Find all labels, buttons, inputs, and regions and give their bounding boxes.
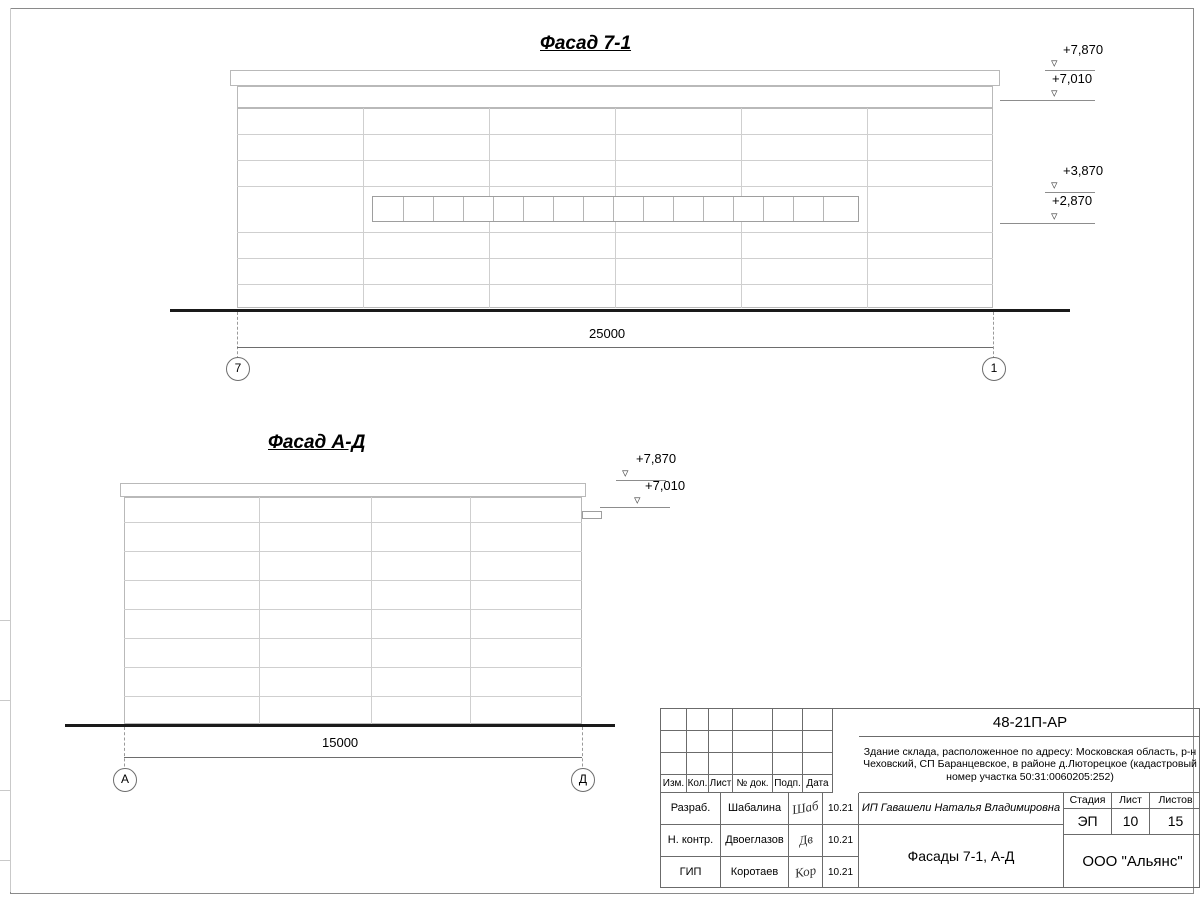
facade2-level-1-mark: ▿: [622, 465, 629, 480]
object-description: [859, 737, 1200, 793]
rev-blank-r3c3: [709, 753, 733, 775]
facade2-joint-h6: [124, 667, 582, 668]
facade1-window-ribbon: [372, 196, 859, 222]
facade1-ground-line: [170, 309, 1070, 312]
sheets-value-text: 15: [1167, 813, 1184, 830]
staff-signature-3: [789, 857, 823, 888]
facade1-level-2: +7,010: [1052, 71, 1093, 86]
sheet-value: [1112, 809, 1150, 835]
rev-blank-r2c2: [687, 731, 709, 753]
rev-blank-r1c3: [709, 709, 733, 731]
facade1-dimension-line: [237, 347, 993, 348]
sheet-name-text: Фасады 7-1, А-Д: [907, 848, 1015, 865]
margin-stub-2: [0, 700, 10, 701]
facade2-wall-outline: [124, 497, 582, 724]
facade2-joint-h4: [124, 609, 582, 610]
facade1-level-4: +2,870: [1052, 193, 1093, 208]
facade1-level-1-mark: ▿: [1051, 55, 1058, 70]
facade2-joint-h1: [124, 522, 582, 523]
facade2-axis-bubble-left: А: [113, 768, 137, 792]
margin-stub-3: [0, 790, 10, 791]
rev-blank-r2c5: [773, 731, 803, 753]
sheets-header: Листов: [1150, 793, 1200, 809]
facade1-joint-v5: [867, 108, 868, 308]
facade2-axis-bubble-right: Д: [571, 768, 595, 792]
facade1-dimension-value: 25000: [589, 326, 626, 341]
facade1-parapet-band: [230, 70, 1000, 86]
facade2-dimension-value: 15000: [322, 735, 359, 750]
facade2-side-element: [582, 511, 602, 519]
facade2-joint-v3: [470, 497, 471, 724]
sheets-value: [1150, 809, 1200, 835]
rev-blank-r1c2: [687, 709, 709, 731]
facade2-joint-v2: [371, 497, 372, 724]
facade2-joint-h7: [124, 696, 582, 697]
staff-name-3: Коротаев: [721, 857, 789, 888]
staff-date-1: 10.21: [823, 793, 859, 825]
rev-blank-r3c2: [687, 753, 709, 775]
rev-blank-r1c6: [803, 709, 833, 731]
facade1-axis-bubble-right: 1: [982, 357, 1006, 381]
document-code: [859, 709, 1200, 737]
rev-blank-r3c5: [773, 753, 803, 775]
facade1-joint-v1: [363, 108, 364, 308]
signature-glyph-3: Кор: [793, 862, 818, 881]
margin-stub-4: [0, 860, 10, 861]
facade1-level-1: +7,870: [1063, 42, 1104, 57]
sheet-header: Лист: [1112, 793, 1150, 809]
object-description-text: Здание склада, расположенное по адресу: Московская область, р-н Чеховский, СП Баранцевское, в районе д.Люторецкое (кадастровый номер участка 50:31:0060205:252): [863, 746, 1197, 783]
rev-blank-r2c4: [733, 731, 773, 753]
rev-blank-r1c1: [661, 709, 687, 731]
facade1-level-3: +3,870: [1063, 163, 1104, 178]
signature-glyph-1: Шаб: [790, 797, 820, 818]
facade2-joint-v1: [259, 497, 260, 724]
company-cell: [1064, 835, 1200, 888]
facade2-level-2: +7,010: [645, 478, 686, 493]
staff-name-2: Двоеглазов: [721, 825, 789, 857]
facade1-level-3-mark: ▿: [1051, 177, 1058, 192]
rev-blank-r2c6: [803, 731, 833, 753]
document-code-text: 48-21П-АР: [992, 713, 1068, 731]
signature-glyph-2: Дв: [797, 830, 814, 849]
facade2-joint-h5: [124, 638, 582, 639]
facade1-level-4-line: [1000, 223, 1095, 224]
rev-blank-r2c3: [709, 731, 733, 753]
staff-role-2: Н. контр.: [661, 825, 721, 857]
rev-header-data: Дата: [803, 775, 833, 793]
stage-header: Стадия: [1064, 793, 1112, 809]
title-block: [660, 708, 1200, 888]
sheet-name-cell: [859, 825, 1064, 888]
staff-date-2: 10.21: [823, 825, 859, 857]
facade2-parapet-band: [120, 483, 586, 497]
rev-header-podp: Подп.: [773, 775, 803, 793]
staff-role-3: ГИП: [661, 857, 721, 888]
rev-header-list: Лист: [709, 775, 733, 793]
designer-cell: [859, 793, 1064, 825]
facade2-dimension-line: [124, 757, 582, 758]
rev-blank-r1c5: [773, 709, 803, 731]
rev-blank-r3c6: [803, 753, 833, 775]
stage-value: [1064, 809, 1112, 835]
facade1-level-2-mark: ▿: [1051, 85, 1058, 100]
rev-header-izm: Изм.: [661, 775, 687, 793]
designer-text: ИП Гавашели Наталья Владимировна: [861, 802, 1061, 815]
staff-date-3: 10.21: [823, 857, 859, 888]
stage-value-text: ЭП: [1077, 813, 1098, 830]
facade1-axis-bubble-left: 7: [226, 357, 250, 381]
sheet-value-text: 10: [1122, 813, 1139, 830]
facade2-ground-line: [65, 724, 615, 727]
view-title-facade-7-1: Фасад 7-1: [540, 33, 632, 54]
rev-blank-r1c4: [733, 709, 773, 731]
facade2-joint-h3: [124, 580, 582, 581]
staff-name-1: Шабалина: [721, 793, 789, 825]
staff-signature-2: [789, 825, 823, 857]
facade1-level-2-line: [1000, 100, 1095, 101]
rev-blank-r2c1: [661, 731, 687, 753]
facade1-level-4-mark: ▿: [1051, 208, 1058, 223]
facade2-level-2-line: [600, 507, 670, 508]
rev-header-kol: Кол.: [687, 775, 709, 793]
staff-signature-1: [789, 793, 823, 825]
facade2-level-1: +7,870: [636, 451, 677, 466]
facade1-upper-band: [237, 86, 993, 108]
staff-role-1: Разраб.: [661, 793, 721, 825]
margin-stub-1: [0, 620, 10, 621]
rev-blank-r3c4: [733, 753, 773, 775]
facade2-joint-h2: [124, 551, 582, 552]
rev-blank-r3c1: [661, 753, 687, 775]
facade2-level-2-mark: ▿: [634, 492, 641, 507]
rev-header-doc: № док.: [733, 775, 773, 793]
company-text: ООО "Альянс": [1082, 852, 1183, 870]
view-title-facade-a-d: Фасад А-Д: [268, 432, 366, 453]
sheet-left-margin-strip: [0, 8, 11, 892]
